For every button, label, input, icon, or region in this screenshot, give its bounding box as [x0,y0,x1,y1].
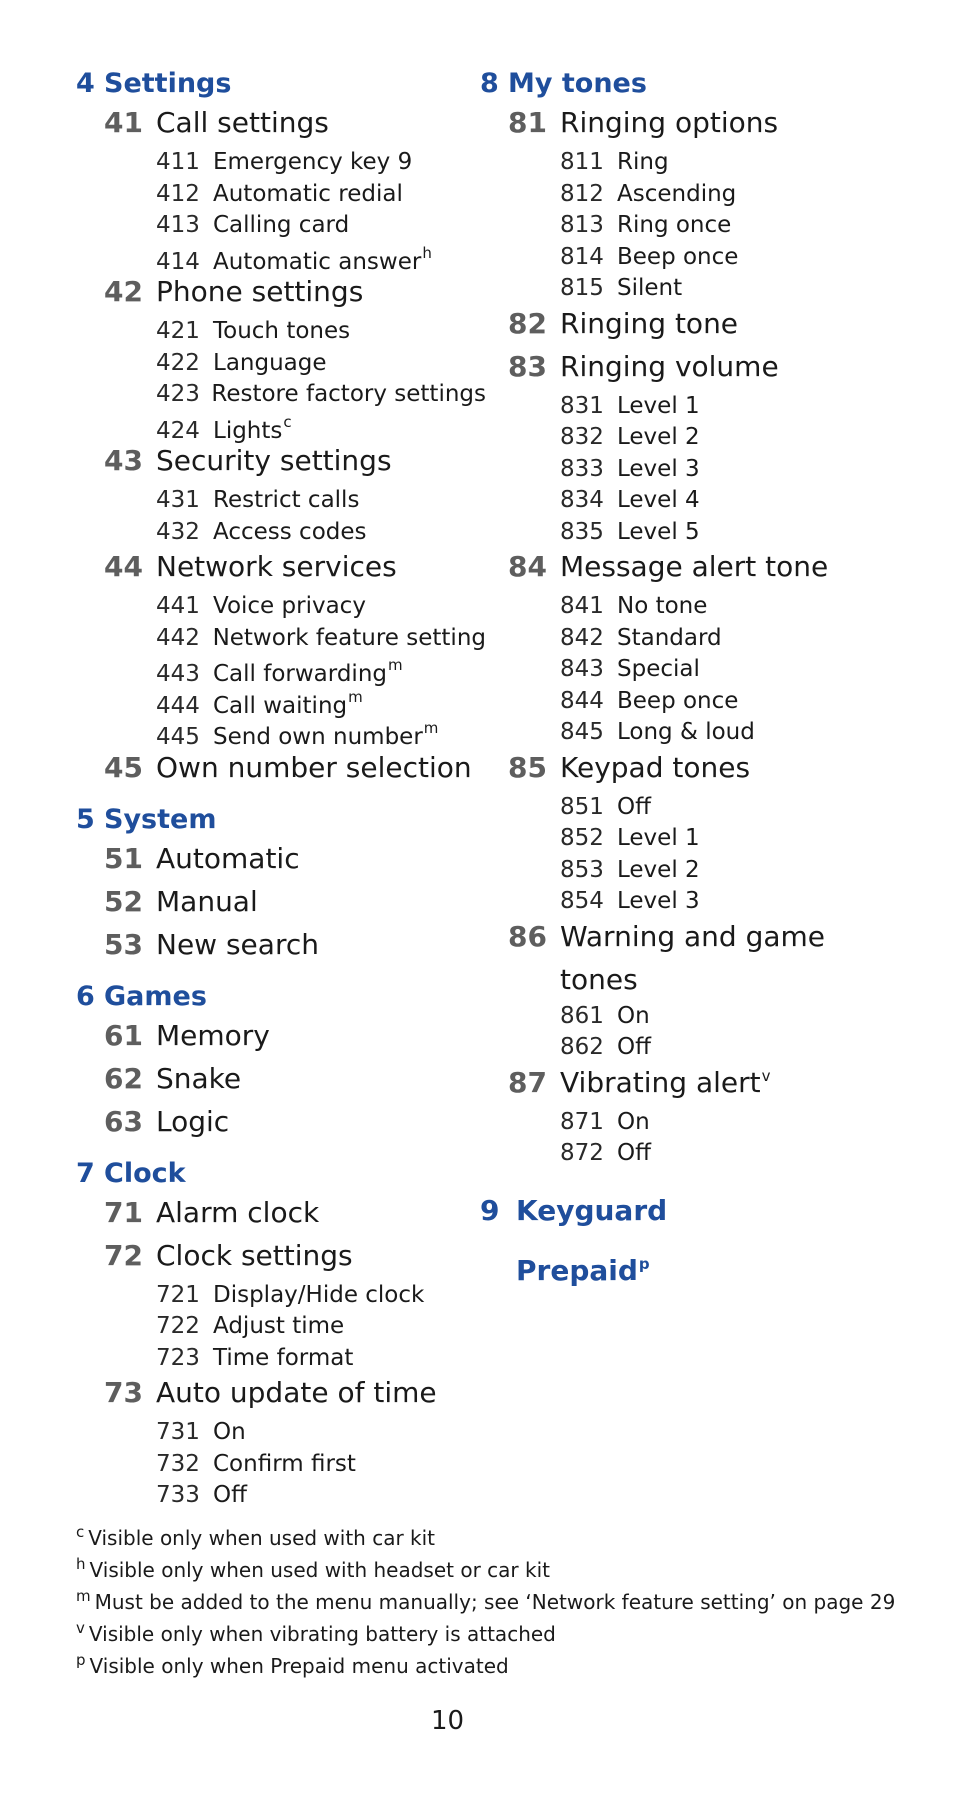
item-number: 831 [560,392,604,419]
menu-item-412 [156,181,486,213]
footnote-text: Visible only when Prepaid menu activated [89,1654,509,1678]
item-text: Special [617,656,700,682]
item-number: 842 [560,624,604,651]
item-text: Level 3 [617,888,700,914]
item-text: On [617,1002,650,1029]
menu-item-445 [156,719,486,751]
submenu-title: Own number selection [156,750,472,784]
menu-item-424 [156,413,486,445]
prepaid-label: Prepaid [516,1253,638,1287]
item-number: 845 [560,719,604,745]
item-label: Lights [213,417,283,444]
item-text: Ascending [617,180,737,207]
item-number: 431 [156,487,200,513]
submenu-number: 43 [104,444,143,477]
section-title: Settings [104,68,232,99]
item-text: Level 3 [617,455,700,482]
menu-item-815 [560,275,880,307]
footnote-p [76,1651,895,1686]
submenu-title: Ringing tone [560,306,739,340]
section-4-heading [76,68,486,106]
section-7-heading [76,1158,486,1196]
menu-item-411 [156,149,486,181]
footnote-marker: m [348,687,363,706]
submenu-title: Manual [156,884,258,918]
footnote-c [76,1523,895,1558]
item-number: 731 [156,1419,200,1445]
item-number: 432 [156,518,200,545]
item-number: 851 [560,793,604,820]
submenu-number: 61 [104,1018,143,1052]
section-number: 4 [76,68,95,99]
item-text: Emergency key 9 [213,149,413,175]
item-number: 721 [156,1281,200,1308]
item-number: 853 [560,856,604,883]
submenu-number: 71 [104,1195,143,1229]
menu-item-843 [560,656,880,688]
footnote-marker: m [423,719,439,737]
prepaid-heading [480,1254,880,1304]
submenu-62 [104,1062,486,1105]
submenu-83 [508,350,880,393]
section-9-heading [480,1194,880,1244]
section-5-heading [76,804,486,842]
section-number: 8 [480,68,499,99]
item-number: 833 [560,455,604,482]
item-number: 814 [560,243,604,270]
menu-item-432 [156,519,486,551]
item-text: Long & loud [617,719,755,745]
footnote-text: Visible only when used with headset or car kit [89,1558,550,1582]
submenu-73 [104,1376,486,1419]
submenu-number: 81 [508,106,547,139]
menu-item-413 [156,212,486,244]
menu-item-872 [560,1140,880,1172]
section-title: Games [104,980,207,1012]
submenu-title: Network services [156,550,397,583]
item-text: Network feature setting [212,624,486,651]
submenu-number: 72 [104,1238,143,1272]
section-number: 9 [480,1193,500,1227]
item-text: Restore factory settings [211,381,486,407]
submenu-82 [508,307,880,350]
menu-item-862 [560,1034,880,1066]
menu-item-845 [560,719,880,751]
section-title: Keyguard [516,1193,668,1227]
item-number: 723 [156,1344,200,1371]
item-number: 413 [156,212,200,238]
item-number: 811 [560,149,604,175]
menu-item-813 [560,212,880,244]
menu-item-861 [560,1003,880,1035]
item-text: Silent [617,275,683,301]
menu-item-814 [560,244,880,276]
item-text: Voice privacy [213,593,366,619]
item-text: Display/Hide clock [213,1281,425,1308]
item-text [213,719,438,750]
item-number: 444 [156,692,200,719]
menu-item-871 [560,1109,880,1141]
footnote-marker: v [761,1066,771,1085]
footnote-marker: p [638,1254,650,1273]
submenu-number: 51 [104,841,143,875]
menu-item-844 [560,688,880,720]
footnote-text: Visible only when vibrating battery is attached [88,1622,556,1646]
item-number: 421 [156,318,200,344]
footnote-mark: v [76,1619,85,1637]
submenu-title: Memory [156,1018,270,1052]
submenu-title: Snake [156,1061,242,1095]
footnote-marker: c [283,412,292,431]
item-number: 852 [560,825,604,851]
item-text: Level 4 [617,487,700,513]
submenu-title: Keypad tones [560,750,751,784]
section-title: Clock [104,1157,186,1189]
item-number: 861 [560,1002,604,1029]
item-text: Level 2 [617,856,700,883]
menu-item-442 [156,625,486,657]
item-text: Confirm first [213,1450,356,1477]
item-number: 843 [560,656,604,682]
item-text [213,244,432,275]
submenu-title: Logic [156,1104,230,1138]
item-number: 854 [560,888,604,914]
menu-item-852 [560,825,880,857]
submenu-number: 87 [508,1065,547,1099]
submenu-53 [104,928,486,971]
item-text: Level 1 [617,392,700,419]
item-text: Automatic redial [213,180,403,207]
submenu-number: 83 [508,349,547,383]
section-number: 5 [76,803,95,835]
submenu-number: 62 [104,1061,143,1095]
item-number: 872 [560,1140,604,1166]
menu-item-841 [560,593,880,625]
page-number: 10 [430,1706,465,1736]
item-number: 722 [156,1313,200,1339]
item-number: 411 [156,149,200,175]
menu-item-854 [560,888,880,920]
item-number: 841 [560,593,604,619]
submenu-number: 41 [104,106,143,139]
submenu-number: 45 [104,750,143,784]
submenu-number: 44 [104,550,143,583]
item-text [213,656,403,687]
item-text: Time format [213,1344,354,1371]
item-number: 844 [560,687,604,714]
submenu-title: Call settings [156,106,329,139]
menu-item-842 [560,625,880,657]
menu-column-left [76,68,486,1514]
item-number: 412 [156,180,200,207]
item-number: 835 [560,518,604,545]
submenu-title-continued: tones [560,962,638,996]
item-number: 812 [560,180,604,207]
submenu-label: Vibrating alert [560,1065,761,1099]
footnotes [76,1523,896,1686]
menu-item-732 [156,1451,486,1483]
submenu-72 [104,1239,486,1282]
submenu-title: Warning and game [560,919,826,953]
menu-item-431 [156,487,486,519]
menu-item-834 [560,487,880,519]
section-title: My tones [508,68,647,99]
section-6-heading [76,981,486,1019]
menu-item-721 [156,1282,486,1314]
menu-item-422 [156,350,486,382]
footnote-mark: c [76,1523,85,1541]
section-title [516,1254,650,1287]
item-text: Level 5 [617,518,700,545]
menu-item-444 [156,688,486,720]
submenu-52 [104,885,486,928]
menu-item-414 [156,244,486,276]
submenu-number: 73 [104,1376,143,1409]
section-number: 7 [76,1157,95,1189]
item-number: 815 [560,275,604,301]
item-text: Ring once [617,212,732,238]
footnote-marker: h [422,243,432,262]
section-number: 6 [76,980,95,1012]
submenu-85 [508,751,880,794]
item-text: Calling card [213,212,350,238]
item-number: 424 [156,417,200,444]
menu-item-723 [156,1345,486,1377]
item-text [213,413,292,444]
menu-item-443 [156,656,486,688]
submenu-number: 52 [104,884,143,918]
item-number: 813 [560,212,604,238]
item-text: On [213,1419,246,1445]
item-text [213,688,363,719]
submenu-title [560,1066,770,1099]
submenu-number: 84 [508,550,547,583]
submenu-number: 85 [508,750,547,784]
menu-item-421 [156,318,486,350]
item-label: Send own number [213,724,423,750]
submenu-61 [104,1019,486,1062]
submenu-title: New search [156,927,319,961]
item-number: 422 [156,349,200,376]
item-text: Adjust time [213,1313,345,1339]
menu-item-831 [560,393,880,425]
submenu-title: Auto update of time [156,1376,437,1409]
item-text: Off [617,793,651,820]
item-text: Standard [617,624,722,651]
submenu-title: Phone settings [156,275,364,308]
item-label: Call forwarding [213,661,387,687]
submenu-81 [508,106,880,149]
footnote-m [76,1587,896,1622]
submenu-86-continued [560,963,880,1003]
submenu-45 [104,751,486,794]
item-number: 732 [156,1450,200,1477]
submenu-number: 42 [104,275,143,308]
submenu-42 [104,275,486,318]
item-text: Restrict calls [213,487,360,513]
submenu-number: 82 [508,306,547,340]
footnote-h [76,1555,895,1590]
submenu-number: 53 [104,927,143,961]
item-label: Call waiting [213,692,348,719]
item-text: Ring [617,149,669,175]
menu-item-851 [560,794,880,826]
item-text: Beep once [617,243,739,270]
item-text: Off [213,1482,247,1508]
menu-item-812 [560,181,880,213]
item-number: 862 [560,1034,604,1060]
item-number: 441 [156,593,200,619]
item-number: 832 [560,424,604,450]
submenu-title: Ringing options [560,106,779,139]
menu-item-811 [560,149,880,181]
footnote-marker: m [388,656,403,674]
item-text: Off [617,1140,651,1166]
item-number: 445 [156,724,200,750]
menu-item-722 [156,1313,486,1345]
menu-item-835 [560,519,880,551]
footnote-text: Visible only when used with car kit [88,1526,436,1550]
menu-column-right [480,68,880,1304]
footnote-mark: h [76,1555,86,1573]
submenu-title: Clock settings [156,1238,353,1272]
item-number: 443 [156,661,200,687]
submenu-title: Alarm clock [156,1195,320,1229]
footnote-text: Must be added to the menu manually; see ‘Network feature setting’ on page 29 [94,1590,896,1614]
menu-item-833 [560,456,880,488]
item-label: Automatic answer [213,248,422,275]
item-text: Off [617,1034,651,1060]
item-number: 442 [156,624,200,651]
footnote-v [76,1619,895,1654]
menu-item-733 [156,1482,486,1514]
item-text: Language [213,349,327,376]
submenu-51 [104,842,486,885]
item-text: Beep once [617,687,739,714]
submenu-number: 86 [508,919,547,953]
footnote-mark: m [76,1587,91,1605]
item-text: Level 1 [617,825,700,851]
submenu-87 [508,1066,880,1109]
menu-item-423 [156,381,486,413]
menu-item-441 [156,593,486,625]
item-number: 834 [560,487,604,513]
menu-item-731 [156,1419,486,1451]
item-number: 414 [156,248,200,275]
item-text: Access codes [213,518,367,545]
footnote-mark: p [76,1651,86,1669]
submenu-84 [508,550,880,593]
submenu-title: Message alert tone [560,550,829,583]
menu-item-853 [560,857,880,889]
item-text: Level 2 [617,424,700,450]
section-8-heading [480,68,880,106]
submenu-title: Security settings [156,444,392,477]
submenu-43 [104,444,486,487]
submenu-41 [104,106,486,149]
submenu-title: Automatic [156,841,300,875]
submenu-title: Ringing volume [560,349,779,383]
submenu-86 [508,920,880,963]
submenu-71 [104,1196,486,1239]
menu-item-832 [560,424,880,456]
submenu-63 [104,1105,486,1148]
item-number: 423 [156,381,200,407]
item-text: No tone [617,593,708,619]
item-number: 871 [560,1108,604,1135]
item-text: Touch tones [213,318,351,344]
item-text: On [617,1108,650,1135]
item-number: 733 [156,1482,200,1508]
submenu-number: 63 [104,1104,143,1138]
submenu-44 [104,550,486,593]
section-title: System [104,803,217,835]
